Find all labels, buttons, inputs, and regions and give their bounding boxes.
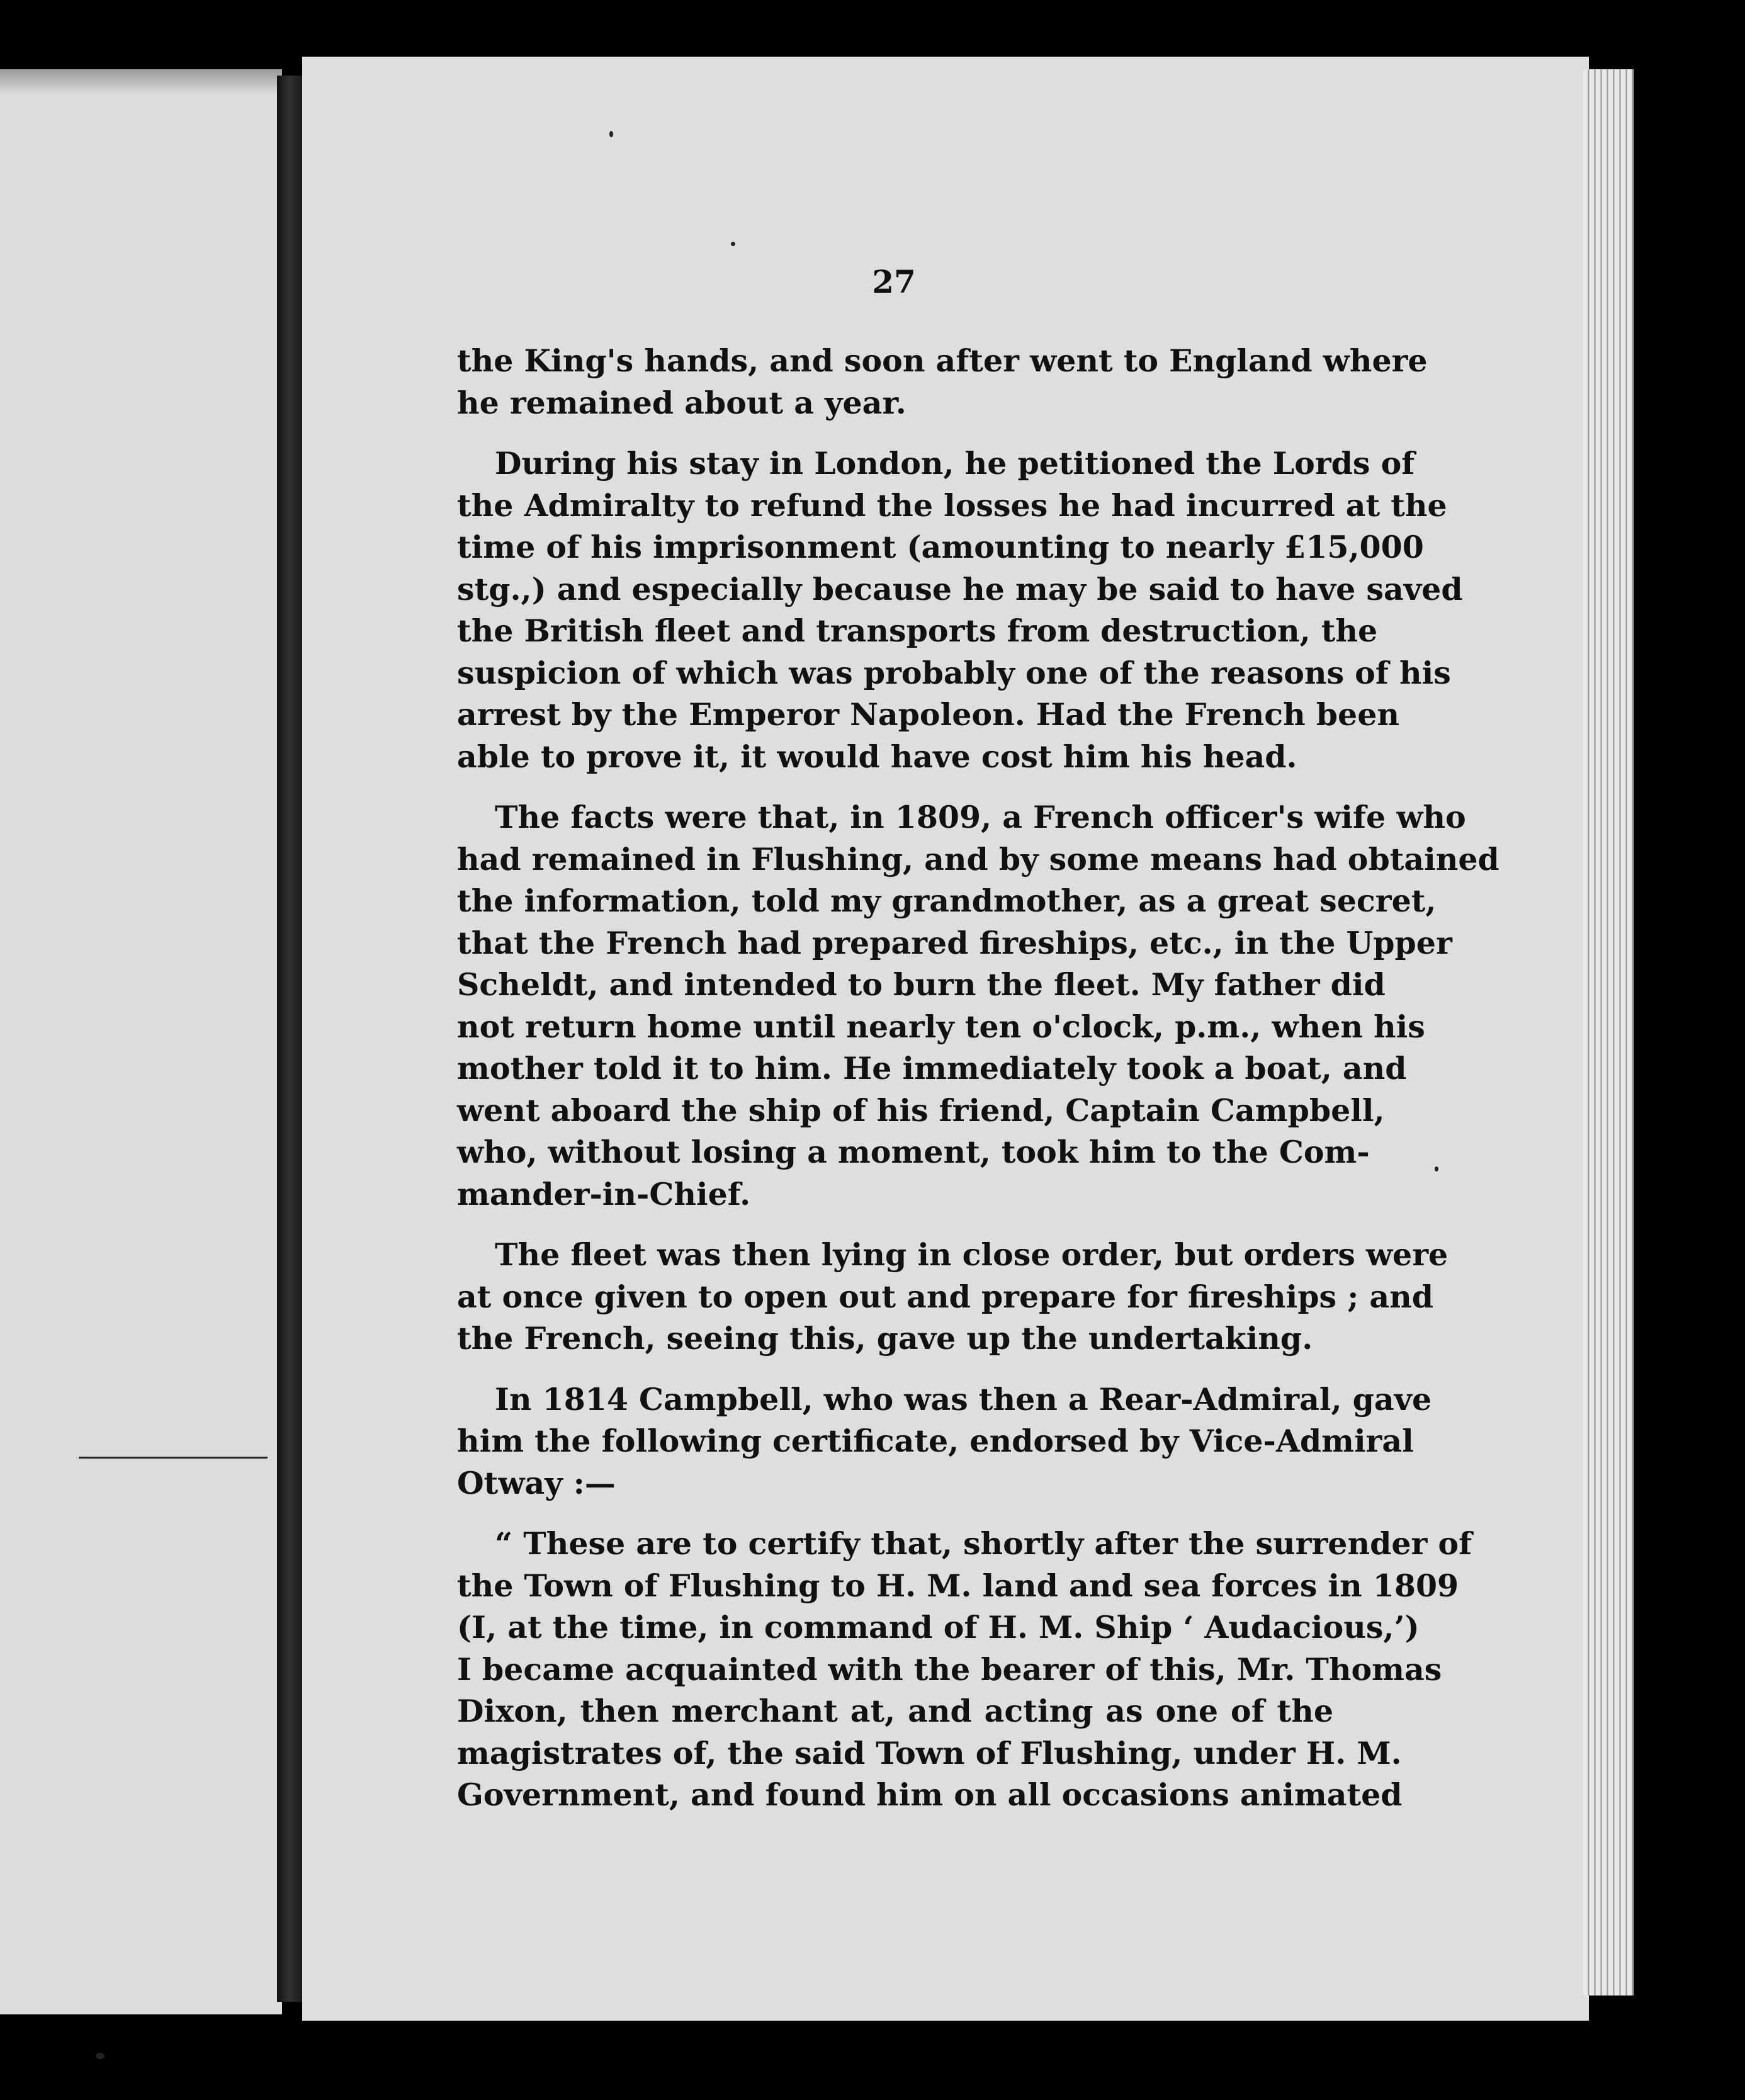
text-line: able to prove it, it would have cost him his head. [457, 738, 1297, 775]
text-line: In 1814 Campbell, who was then a Rear-Admiral, gave [495, 1380, 1432, 1418]
text-line: Dixon, then merchant at, and acting as one of the [457, 1693, 1333, 1729]
text-line: at once given to open out and prepare for fireships ; and [457, 1278, 1433, 1315]
text-line: magistrates of, the said Town of Flushing, under H. M. [457, 1734, 1402, 1771]
text-line: Scheldt, and intended to burn the fleet. My father did [457, 966, 1386, 1003]
text-line: I became acquainted with the bearer of this, Mr. Thomas [457, 1651, 1442, 1688]
text-line: suspicion of which was probably one of the reasons of his [457, 654, 1451, 691]
scan-speck [1435, 1166, 1438, 1171]
text-line: arrest by the Emperor Napoleon. Had the French been [457, 696, 1399, 733]
page-body [457, 340, 1499, 1816]
page-stack-edge [1583, 69, 1634, 1996]
paragraph [457, 443, 1463, 777]
text-line: The facts were that, in 1809, a French officer's wife who [495, 799, 1466, 835]
scan-speck [96, 2053, 104, 2059]
text-line: not return home until nearly ten o'clock, p.m., when his [457, 1008, 1425, 1045]
text-line: mother told it to him. He immediately took a boat, and [457, 1050, 1407, 1087]
paragraph [457, 1234, 1449, 1360]
paragraph [457, 340, 1428, 424]
text-line: mander-in-Chief. [457, 1175, 751, 1212]
text-line: Otway :— [457, 1464, 616, 1501]
text-line: (I, at the time, in command of H. M. Ship ‘ Audacious,’) [457, 1609, 1420, 1646]
text-line: the information, told my grandmother, as a great secret, [457, 883, 1437, 919]
text-line: that the French had prepared fireships, etc., in the Upper [457, 924, 1452, 961]
text-line: the French, seeing this, gave up the undertaking. [457, 1320, 1313, 1357]
text-line: who, without losing a moment, took him to the Com- [457, 1134, 1370, 1170]
text-line: had remained in Flushing, and by some means had obtained [457, 840, 1499, 878]
text-line: time of his imprisonment (amounting to nearly £15,000 [457, 529, 1424, 565]
text-line: “ These are to certify that, shortly after the surrender of [495, 1525, 1472, 1562]
left-page-edge [0, 69, 282, 94]
text-line: The fleet was then lying in close order, but orders were [495, 1236, 1449, 1273]
paragraph [457, 796, 1499, 1215]
text-line: him the following certificate, endorsed by Vice-Admiral [457, 1423, 1414, 1459]
page-number: 27 [872, 263, 916, 300]
text-line: he remained about a year. [457, 384, 906, 421]
left-page [0, 69, 282, 2014]
footnote-rule [79, 1457, 268, 1459]
paragraph [457, 1379, 1432, 1504]
text-line: Government, and found him on all occasions animated [457, 1776, 1403, 1813]
scan-speck [609, 131, 613, 137]
text-line: went aboard the ship of his friend, Captain Campbell, [457, 1092, 1385, 1129]
text-line: the Admiralty to refund the losses he had incurred at the [457, 487, 1447, 524]
scan-speck [731, 242, 735, 246]
text-line: the British fleet and transports from destruction, the [457, 612, 1378, 649]
text-line: the King's hands, and soon after went to England where [457, 342, 1428, 379]
paragraph [457, 1523, 1472, 1816]
text-line: During his stay in London, he petitioned the Lords of [495, 445, 1415, 482]
text-line: stg.,) and especially because he may be said to have saved [457, 570, 1463, 607]
text-line: the Town of Flushing to H. M. land and sea forces in 1809 [457, 1567, 1459, 1604]
